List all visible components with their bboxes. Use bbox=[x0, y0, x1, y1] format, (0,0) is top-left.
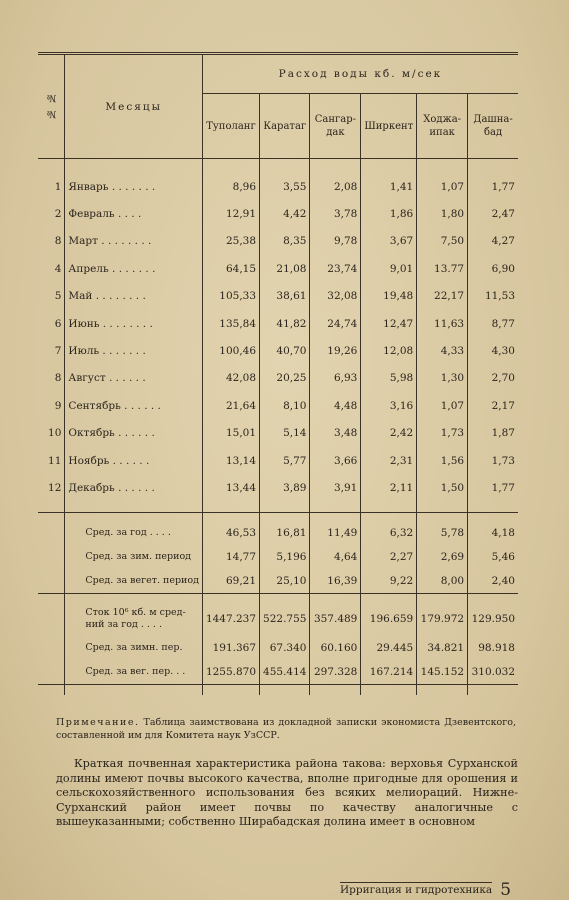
table-cell: 23,74 bbox=[310, 255, 361, 282]
table-cell: 9,01 bbox=[361, 255, 417, 282]
table-cell: 12,47 bbox=[361, 310, 417, 337]
table-cell: 11,53 bbox=[468, 283, 518, 310]
table-cell: 5,14 bbox=[260, 420, 310, 447]
table-cell: 4,18 bbox=[468, 521, 518, 545]
row-number: 11 bbox=[48, 454, 62, 467]
months-column-header bbox=[65, 54, 203, 159]
table-cell: 1,41 bbox=[361, 173, 417, 200]
row-label: Май . . . . . . . . bbox=[65, 283, 203, 310]
table-cell: 4,48 bbox=[310, 392, 361, 419]
table-cell: 2,40 bbox=[468, 569, 518, 594]
row-label: Декабрь . . . . . . bbox=[65, 474, 203, 501]
table-cell: 1,86 bbox=[361, 200, 417, 227]
row-label: Сред. за вег. пер. . . bbox=[65, 660, 203, 685]
table-cell: 196.659 bbox=[361, 602, 417, 636]
table-cell: 20,25 bbox=[260, 365, 310, 392]
table-row bbox=[38, 255, 518, 282]
table-cell: 1,07 bbox=[417, 173, 468, 200]
table-cell: 2,42 bbox=[361, 420, 417, 447]
table-cell: 1447.237 bbox=[202, 602, 259, 636]
table-cell: 297.328 bbox=[310, 660, 361, 685]
table-cell: 32,08 bbox=[310, 283, 361, 310]
row-number bbox=[38, 545, 65, 569]
table-cell: 3,48 bbox=[310, 420, 361, 447]
note-text: Таблица заимствована из докладной записки экономиста Дзевентского, составленной им для Комитета наук УзССР. bbox=[56, 717, 516, 741]
table-cell: 2,47 bbox=[468, 200, 518, 227]
table-cell: 8,00 bbox=[417, 569, 468, 594]
table-cell: 5,98 bbox=[361, 365, 417, 392]
row-label: Сред. за год . . . . bbox=[65, 521, 203, 545]
table-cell: 42,08 bbox=[202, 365, 259, 392]
page-footer bbox=[340, 880, 511, 900]
number-column-label: № № bbox=[45, 90, 57, 120]
table-cell: 46,53 bbox=[202, 521, 259, 545]
table-cell: 22,17 bbox=[417, 283, 468, 310]
table-row bbox=[38, 173, 518, 200]
table-cell: 15,01 bbox=[202, 420, 259, 447]
table-cell: 1255.870 bbox=[202, 660, 259, 685]
discharge-group-header bbox=[202, 54, 518, 94]
row-label: Сред. за зим. период bbox=[65, 545, 203, 569]
table-cell: 167.214 bbox=[361, 660, 417, 685]
col-header-shirkent: Ширкент bbox=[361, 94, 417, 159]
table-cell: 9,22 bbox=[361, 569, 417, 594]
table-cell: 4,30 bbox=[468, 337, 518, 364]
table-cell: 5,78 bbox=[417, 521, 468, 545]
table-cell: 3,55 bbox=[260, 173, 310, 200]
table-cell: 4,42 bbox=[260, 200, 310, 227]
note-lead: Примечание. bbox=[56, 717, 140, 728]
row-number: 1 bbox=[54, 180, 62, 193]
table-cell: 1,87 bbox=[468, 420, 518, 447]
table-spacer-row bbox=[38, 512, 518, 521]
row-number bbox=[38, 660, 65, 685]
table-cell: 25,38 bbox=[202, 228, 259, 255]
table-cell: 9,78 bbox=[310, 228, 361, 255]
row-label: Март . . . . . . . . bbox=[65, 228, 203, 255]
table-cell: 179.972 bbox=[417, 602, 468, 636]
page-number: 5 bbox=[500, 880, 512, 900]
row-number: 8 bbox=[54, 235, 62, 248]
table-cell: 3,16 bbox=[361, 392, 417, 419]
table-cell: 64,15 bbox=[202, 255, 259, 282]
table-cell: 14,77 bbox=[202, 545, 259, 569]
table-cell: 25,10 bbox=[260, 569, 310, 594]
table-cell: 1,50 bbox=[417, 474, 468, 501]
months-column-label: Месяцы bbox=[105, 100, 162, 113]
table-cell: 1,77 bbox=[468, 173, 518, 200]
table-cell: 11,49 bbox=[310, 521, 361, 545]
row-label: Июль . . . . . . . bbox=[65, 337, 203, 364]
table-cell: 2,27 bbox=[361, 545, 417, 569]
average-row bbox=[38, 545, 518, 569]
table-cell: 13.77 bbox=[417, 255, 468, 282]
table-cell: 3,67 bbox=[361, 228, 417, 255]
row-number: 2 bbox=[54, 208, 62, 221]
table-cell: 2,08 bbox=[310, 173, 361, 200]
table-spacer-row bbox=[38, 593, 518, 602]
table-cell: 98.918 bbox=[468, 636, 518, 660]
col-header-tupolang: Туполанг bbox=[202, 94, 259, 159]
col-header-dashnabad: Дашна-бад bbox=[468, 94, 518, 159]
col-header-sangardak: Сангар-дак bbox=[310, 94, 361, 159]
table-cell: 5,77 bbox=[260, 447, 310, 474]
table-cell: 455.414 bbox=[260, 660, 310, 685]
journal-title: Ирригация и гидротехника bbox=[340, 884, 493, 896]
table-row bbox=[38, 474, 518, 501]
table-cell: 1,77 bbox=[468, 474, 518, 501]
table-cell: 21,64 bbox=[202, 392, 259, 419]
row-number bbox=[38, 636, 65, 660]
table-cell: 29.445 bbox=[361, 636, 417, 660]
average-row bbox=[38, 569, 518, 594]
table-cell: 40,70 bbox=[260, 337, 310, 364]
table-cell: 8,35 bbox=[260, 228, 310, 255]
row-label: Сток 10⁶ кб. м сред- ний за год . . . . bbox=[65, 602, 203, 636]
row-label: Сред. за зимн. пер. bbox=[65, 636, 203, 660]
table-cell: 8,77 bbox=[468, 310, 518, 337]
average-row bbox=[38, 521, 518, 545]
table-cell: 105,33 bbox=[202, 283, 259, 310]
table-row bbox=[38, 392, 518, 419]
table-cell: 19,48 bbox=[361, 283, 417, 310]
table-cell: 13,14 bbox=[202, 447, 259, 474]
table-cell: 3,91 bbox=[310, 474, 361, 501]
table-cell: 129.950 bbox=[468, 602, 518, 636]
row-label: Август . . . . . . bbox=[65, 365, 203, 392]
table-cell: 5,196 bbox=[260, 545, 310, 569]
table-cell: 11,63 bbox=[417, 310, 468, 337]
table-row bbox=[38, 283, 518, 310]
table-cell: 12,91 bbox=[202, 200, 259, 227]
table-body bbox=[38, 159, 518, 695]
table-cell: 2,69 bbox=[417, 545, 468, 569]
row-number bbox=[38, 602, 65, 636]
table-cell: 2,17 bbox=[468, 392, 518, 419]
row-label: Февраль . . . . bbox=[65, 200, 203, 227]
table-cell: 4,33 bbox=[417, 337, 468, 364]
table-cell: 1,30 bbox=[417, 365, 468, 392]
table-cell: 6,32 bbox=[361, 521, 417, 545]
table-cell: 8,96 bbox=[202, 173, 259, 200]
table-row bbox=[38, 337, 518, 364]
table-cell: 60.160 bbox=[310, 636, 361, 660]
table-cell: 5,46 bbox=[468, 545, 518, 569]
table-spacer-row bbox=[38, 159, 518, 174]
table-cell: 100,46 bbox=[202, 337, 259, 364]
row-number: 5 bbox=[54, 290, 62, 303]
row-number: 4 bbox=[54, 262, 62, 275]
table-cell: 1,80 bbox=[417, 200, 468, 227]
table-cell: 13,44 bbox=[202, 474, 259, 501]
table-cell: 16,39 bbox=[310, 569, 361, 594]
table-cell: 4,64 bbox=[310, 545, 361, 569]
table-cell: 522.755 bbox=[260, 602, 310, 636]
table-cell: 1,73 bbox=[468, 447, 518, 474]
table-cell: 6,90 bbox=[468, 255, 518, 282]
table-cell: 3,66 bbox=[310, 447, 361, 474]
row-label: Январь . . . . . . . bbox=[65, 173, 203, 200]
table-cell: 191.367 bbox=[202, 636, 259, 660]
table-cell: 38,61 bbox=[260, 283, 310, 310]
table-cell: 7,50 bbox=[417, 228, 468, 255]
table-cell: 135,84 bbox=[202, 310, 259, 337]
table-row bbox=[38, 200, 518, 227]
row-number: 7 bbox=[54, 345, 62, 358]
table-row bbox=[38, 447, 518, 474]
table-note bbox=[56, 716, 516, 742]
row-label: Октябрь . . . . . . bbox=[65, 420, 203, 447]
table-row bbox=[38, 420, 518, 447]
row-label: Сентябрь . . . . . . bbox=[65, 392, 203, 419]
table-cell: 24,74 bbox=[310, 310, 361, 337]
row-number: 12 bbox=[48, 481, 62, 494]
row-label: Июнь . . . . . . . . bbox=[65, 310, 203, 337]
body-paragraph: Краткая почвенная характеристика района такова: верховья Сурханской долины имеют почвы высокого качества, вполне пригодные для орошения и сельскохозяйственного использования без всяких мелиораций. Нижне-Сурханский район имеет почвы по качеству аналогичные с вышеуказанными; собственно Ширабадская долина имеет в основном bbox=[56, 757, 518, 829]
table-row bbox=[38, 365, 518, 392]
stock-row bbox=[38, 636, 518, 660]
row-number: 9 bbox=[54, 399, 62, 412]
table-cell: 357.489 bbox=[310, 602, 361, 636]
table-spacer-row bbox=[38, 684, 518, 695]
table-cell: 21,08 bbox=[260, 255, 310, 282]
table-cell: 34.821 bbox=[417, 636, 468, 660]
table-cell: 1,07 bbox=[417, 392, 468, 419]
row-label: Ноябрь . . . . . . bbox=[65, 447, 203, 474]
table-row bbox=[38, 228, 518, 255]
row-number: 6 bbox=[54, 317, 62, 330]
table-cell: 1,56 bbox=[417, 447, 468, 474]
table-cell: 67.340 bbox=[260, 636, 310, 660]
col-header-khodzhaipak: Ходжа-ипак bbox=[417, 94, 468, 159]
table-cell: 1,73 bbox=[417, 420, 468, 447]
col-header-karatag: Каратаг bbox=[260, 94, 310, 159]
row-label: Апрель . . . . . . . bbox=[65, 255, 203, 282]
table-cell: 2,11 bbox=[361, 474, 417, 501]
table-cell: 41,82 bbox=[260, 310, 310, 337]
table-cell: 3,78 bbox=[310, 200, 361, 227]
row-number: 8 bbox=[54, 372, 62, 385]
stock-row bbox=[38, 602, 518, 636]
row-label: Сред. за вегет. период bbox=[65, 569, 203, 594]
discharge-group-label: Расход воды кб. м/сек bbox=[278, 68, 443, 80]
table-cell: 6,93 bbox=[310, 365, 361, 392]
stock-row bbox=[38, 660, 518, 685]
table-cell: 8,10 bbox=[260, 392, 310, 419]
table-spacer-row bbox=[38, 502, 518, 513]
number-column-header bbox=[38, 54, 65, 159]
row-number: 10 bbox=[48, 427, 62, 440]
table-cell: 12,08 bbox=[361, 337, 417, 364]
table-cell: 4,27 bbox=[468, 228, 518, 255]
table-cell: 16,81 bbox=[260, 521, 310, 545]
water-discharge-table bbox=[38, 52, 518, 695]
table-cell: 2,70 bbox=[468, 365, 518, 392]
table-cell: 145.152 bbox=[417, 660, 468, 685]
table-cell: 69,21 bbox=[202, 569, 259, 594]
table-cell: 19,26 bbox=[310, 337, 361, 364]
row-number bbox=[38, 569, 65, 594]
table-cell: 310.032 bbox=[468, 660, 518, 685]
table-cell: 3,89 bbox=[260, 474, 310, 501]
table-row bbox=[38, 310, 518, 337]
table-cell: 2,31 bbox=[361, 447, 417, 474]
row-number bbox=[38, 521, 65, 545]
